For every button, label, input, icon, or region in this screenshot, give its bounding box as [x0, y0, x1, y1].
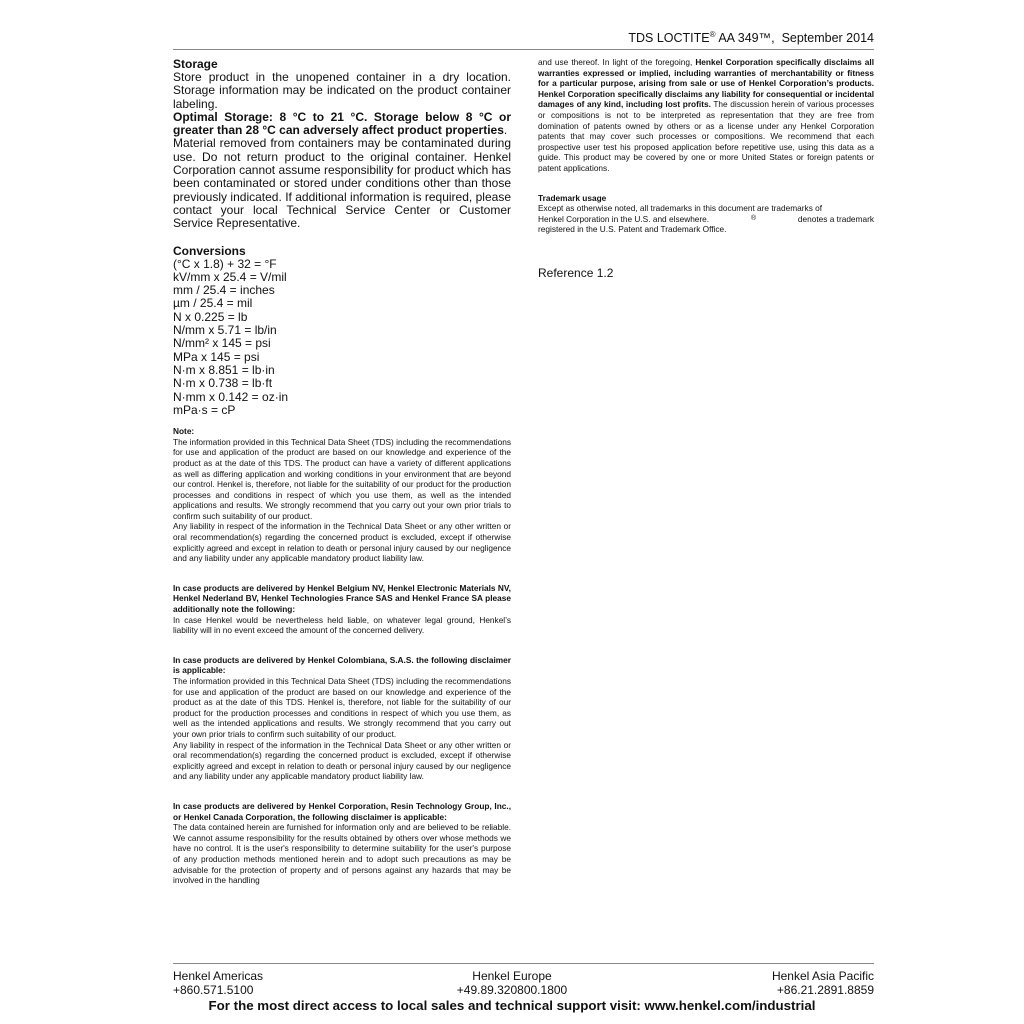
document-header: [628, 30, 874, 45]
conversion-item: (°C x 1.8) + 32 = °F: [173, 256, 277, 271]
conversion-item: N·m x 8.851 = lb·in: [173, 362, 275, 377]
optimal-storage-end: .: [503, 123, 508, 138]
conversion-item: N·mm x 0.142 = oz·in: [173, 389, 289, 404]
trademark-reg-mark: ®: [750, 214, 757, 222]
colombiana-paragraph-1: The information provided in this Technical Data Sheet (TDS) including the recommendations for use and application of the product are based on our knowledge and experience of the product as at the date of this TDS. Henkel is, therefore, not liable for the suitability of our product for the production processes and conditions in respect of which you use them, as well as the intended applications and results. We strongly recommend that you carry out your own prior trials to confirm such suitability of our product.: [173, 676, 511, 739]
note-title: Note:: [173, 426, 195, 437]
conversion-item: mm / 25.4 = inches: [173, 283, 275, 298]
americas-phone: +860.571.5100: [173, 982, 254, 997]
conversions-list: [173, 258, 511, 418]
belgium-heading: In case products are delivered by Henkel Belgium NV, Henkel Electronic Materials NV, Henkel Nederland BV, Henkel Technologies France SAS and Henkel France SA please additionally note the following:: [173, 582, 511, 615]
conversion-item: N·m x 0.738 = lb·ft: [173, 376, 273, 391]
conversion-item: N/mm² x 145 = psi: [173, 336, 271, 351]
note-paragraph-2: Any liability in respect of the information in the Technical Data Sheet or any other written or oral recommendation(s) regarding the concerned product is excluded, except if otherwise explicitly agreed and except in relation to death or personal injury caused by our negligence and any liability under any applicable mandatory product liability law.: [173, 521, 511, 564]
asia-phone: +86.21.2891.8859: [776, 982, 874, 997]
storage-paragraph-1: Store product in the unopened container in a dry location. Storage information may be indicated on the product container labeling.: [173, 70, 511, 111]
americas-name: Henkel Americas: [173, 969, 264, 983]
trademark-line-1: Except as otherwise noted, all trademarks in this document are trademarks of: [538, 203, 823, 214]
trademark-line-2: [538, 214, 874, 225]
conversion-item: MPa x 145 = psi: [173, 349, 260, 364]
asia-name: Henkel Asia Pacific: [771, 969, 874, 983]
corporation-text: The data contained herein are furnished for information only and are believed to be reliable. We cannot assume responsibility for the results obtained by others over whose methods we have no control. It is the user's responsibility to determine suitability for the user's purpose of any production methods mentioned herein and to adopt such precautions as may be advisable for the protection of property and of persons against any hazards that may be involved in the handling: [173, 822, 511, 886]
optimal-storage-bold: Optimal Storage: 8 °C to 21 °C. Storage below 8 °C or greater than 28 °C can adversely affect product properties: [173, 109, 511, 138]
footer-support-line: For the most direct access to local sales and technical support visit: www.henkel.com/industrial: [208, 998, 816, 1013]
storage-paragraph-2: Material removed from containers may be contaminated during use. Do not return product to the original container. Henkel Corporation cannot assume responsibility for product which has been contaminated or stored under conditions other than those previously indicated. If additional information is required, please contact your local Technical Service Center or Customer Service Representative.: [173, 136, 511, 231]
disclaimer-continued-bold: Henkel Corporation specifically disclaims all warranties expressed or implied, including warranties of merchantability or fitness for a particular purpose, arising from sale or use of Henkel Corporation’s products. Henkel Corporation specifically disclaims any liability for consequential or incidental damages of any kind, including lost profits.: [538, 57, 874, 110]
conversion-item: N x 0.225 = lb: [173, 309, 248, 324]
belgium-text: In case Henkel would be nevertheless held liable, on whatever legal ground, Henkel’s liability will in no event exceed the amount of the concerned delivery.: [173, 614, 511, 636]
conversions-title: Conversions: [173, 243, 246, 258]
storage-title: Storage: [173, 57, 218, 71]
header-divider: [173, 49, 874, 50]
conversion-item: µm / 25.4 = mil: [173, 296, 253, 311]
header-product-suffix: AA 349™,: [715, 31, 775, 46]
right-column: [538, 57, 874, 292]
corporation-heading: In case products are delivered by Henkel Corporation, Resin Technology Group, Inc., or Henkel Canada Corporation, the following disclaimer is applicable:: [173, 800, 511, 822]
trademark-line-3: registered in the U.S. Patent and Trademark Office.: [538, 224, 727, 235]
conversion-item: N/mm x 5.71 = lb/in: [173, 323, 277, 338]
trademark-line-2-start: Henkel Corporation in the U.S. and elsewhere.: [538, 213, 710, 224]
disclaimer-continued: [538, 57, 874, 174]
footer-divider: [173, 963, 874, 964]
europe-name: Henkel Europe: [472, 969, 552, 983]
header-date: September 2014: [781, 31, 874, 46]
trademark-title: Trademark usage: [538, 192, 607, 203]
colombiana-heading: In case products are delivered by Henkel Colombiana, S.A.S. the following disclaimer is applicable:: [173, 654, 511, 676]
footer-asia: [772, 970, 874, 997]
colombiana-paragraph-2: Any liability in respect of the information in the Technical Data Sheet or any other written or oral recommendation(s) regarding the concerned product is excluded, except if otherwise explicitly agreed and except in relation to death or personal injury caused by our negligence and any liability under any applicable mandatory product liability law.: [173, 739, 511, 782]
disclaimer-continued-start: and use thereof. In light of the foregoing,: [538, 57, 696, 67]
header-product-prefix: TDS LOCTITE: [628, 31, 710, 46]
reference-label: Reference 1.2: [538, 265, 614, 280]
europe-phone: +49.89.320800.1800: [456, 982, 568, 997]
conversion-item: kV/mm x 25.4 = V/mil: [173, 269, 287, 284]
trademark-line-2-end: denotes a trademark: [797, 213, 874, 224]
header-reg-mark: ®: [709, 30, 716, 39]
conversion-item: mPa·s = cP: [173, 402, 236, 417]
disclaimer-continued-end: The discussion herein of various processes or compositions is not to be interpreted as representation that they are free from domination of patents owned by others or as a license under any Henkel Corporation patents that may cover such processes or compositions. We recommend that each prospective user test his proposed application before repetitive use, using this data as a guide. This product may be covered by one or more United States or foreign patents or patent applications.: [538, 99, 875, 173]
optimal-storage: [173, 111, 511, 138]
left-column: [173, 57, 511, 886]
note-paragraph-1: The information provided in this Technical Data Sheet (TDS) including the recommendations for use and application of the product are based on our knowledge and experience of the product as at the date of this TDS. The product can have a variety of different applications as well as differing application and working conditions in your environment that are beyond our control. Henkel is, therefore, not liable for the suitability of our product for the production processes and conditions in respect of which you use them, as well as the intended applications and results. We strongly recommend that you carry out your own prior trials to confirm such suitability of our product.: [173, 436, 511, 521]
